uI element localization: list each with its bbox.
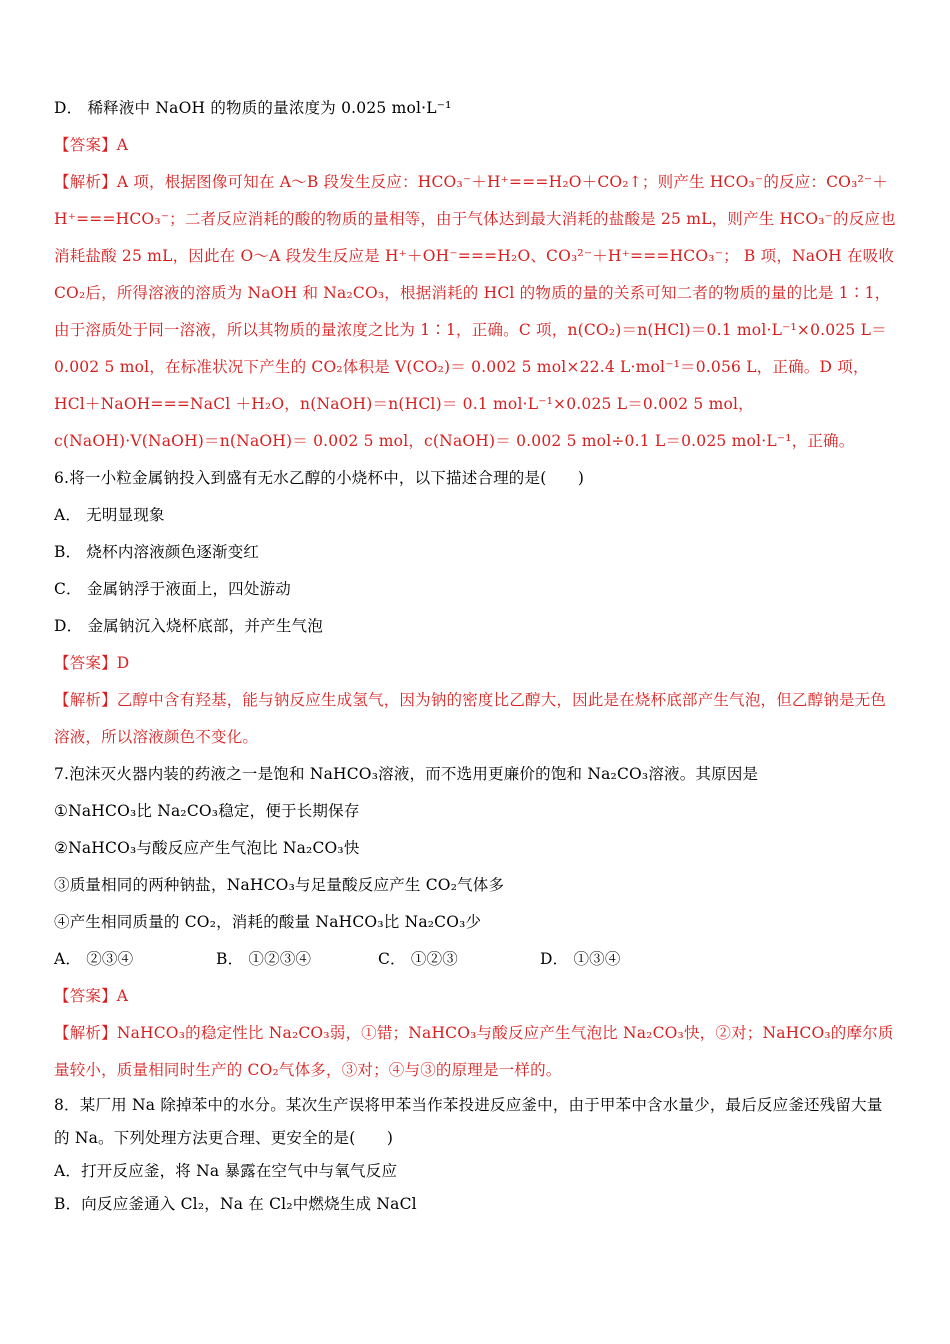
q6-option-c: C． 金属钠浮于液面上，四处游动	[54, 580, 291, 598]
q7-answer: 【答案】A	[54, 987, 129, 1005]
q6-analysis	[54, 682, 896, 756]
analysis-label: 【解析】	[54, 691, 117, 709]
q8-stem: 8．某厂用 Na 除掉苯中的水分。某次生产误将甲苯当作苯投进反应釜中，由于甲苯中含水量少，最后反应釜还残留大量的 Na。下列处理方法更合理、更安全的是( )	[54, 1096, 883, 1147]
q7-statement-2: ②NaHCO₃与酸反应产生气泡比 Na₂CO₃快	[54, 839, 360, 857]
q6-answer: 【答案】D	[54, 654, 130, 672]
q7-option-b: B． ①②③④	[216, 950, 312, 968]
q5-option-d: D． 稀释液中 NaOH 的物质的量浓度为 0.025 mol·L⁻¹	[54, 99, 452, 117]
q7-option-d: D． ①③④	[540, 950, 621, 968]
q5-answer: 【答案】A	[54, 136, 129, 154]
q7-statement-4: ④产生相同质量的 CO₂，消耗的酸量 NaHCO₃比 Na₂CO₃少	[54, 913, 482, 931]
q8-option-a: A．打开反应釜，将 Na 暴露在空气中与氧气反应	[54, 1162, 398, 1180]
analysis-label: 【解析】	[54, 173, 117, 191]
q7-options	[54, 941, 896, 978]
q7-analysis	[54, 1015, 896, 1089]
q7-option-a: A． ②③④	[54, 950, 134, 968]
q5-analysis	[54, 164, 896, 460]
q8-option-b: B．向反应釜通入 Cl₂，Na 在 Cl₂中燃烧生成 NaCl	[54, 1195, 417, 1213]
q7-stem: 7.泡沫灭火器内装的药液之一是饱和 NaHCO₃溶液，而不选用更廉价的饱和 Na₂CO₃溶液。其原因是	[54, 765, 759, 783]
document-page	[54, 90, 896, 1221]
analysis-text: 乙醇中含有羟基，能与钠反应生成氢气，因为钠的密度比乙醇大，因此是在烧杯底部产生气泡，但乙醇钠是无色溶液，所以溶液颜色不变化。	[54, 691, 887, 746]
q7-option-c: C． ①②③	[378, 950, 458, 968]
q6-option-a: A． 无明显现象	[54, 506, 165, 524]
q6-option-b: B． 烧杯内溶液颜色逐渐变红	[54, 543, 260, 561]
q7-statement-1: ①NaHCO₃比 Na₂CO₃稳定，便于长期保存	[54, 802, 360, 820]
q7-statement-3: ③质量相同的两种钠盐，NaHCO₃与足量酸反应产生 CO₂气体多	[54, 876, 505, 894]
analysis-text: A 项，根据图像可知在 A～B 段发生反应：HCO₃⁻＋H⁺===H₂O＋CO₂↑；则产生 HCO₃⁻的反应：CO₃²⁻＋H⁺===HCO₃⁻；二者反应消耗的酸的物质的量相等，由于气体达到最大消耗的盐酸是 25 mL，则产生 HCO₃⁻的反应也消耗盐酸 25 mL，因此在 O～A 段发生反应是 H⁺＋OH⁻===H₂O、CO₃²⁻＋H⁺===HCO₃⁻； B 项，NaOH 在吸收 CO₂后，所得溶液的溶质为 NaOH 和 Na₂CO₃，根据消耗的 HCl 的物质的量的关系可知二者的物质的量的比是 1∶1，由于溶质处于同一溶液，所以其物质的量浓度之比为 1∶1，正确。C 项，n(CO₂)＝n(HCl)＝0.1 mol·L⁻¹×0.025 L＝0.002 5 mol，在标准状况下产生的 CO₂体积是 V(CO₂)＝ 0.002 5 mol×22.4 L·mol⁻¹＝0.056 L，正确。D 项，HCl＋NaOH===NaCl ＋H₂O，n(NaOH)＝n(HCl)＝ 0.1 mol·L⁻¹×0.025 L＝0.002 5 mol，c(NaOH)·V(NaOH)＝n(NaOH)＝ 0.002 5 mol，c(NaOH)＝ 0.002 5 mol÷0.1 L＝0.025 mol·L⁻¹，正确。	[54, 173, 896, 450]
analysis-text: NaHCO₃的稳定性比 Na₂CO₃弱，①错；NaHCO₃与酸反应产生气泡比 Na₂CO₃快，②对；NaHCO₃的摩尔质量较小，质量相同时生产的 CO₂气体多，③对；④与③的原理是一样的。	[54, 1024, 894, 1079]
q6-stem: 6.将一小粒金属钠投入到盛有无水乙醇的小烧杯中，以下描述合理的是( )	[54, 469, 585, 487]
analysis-label: 【解析】	[54, 1024, 117, 1042]
q6-option-d: D． 金属钠沉入烧杯底部，并产生气泡	[54, 617, 323, 635]
